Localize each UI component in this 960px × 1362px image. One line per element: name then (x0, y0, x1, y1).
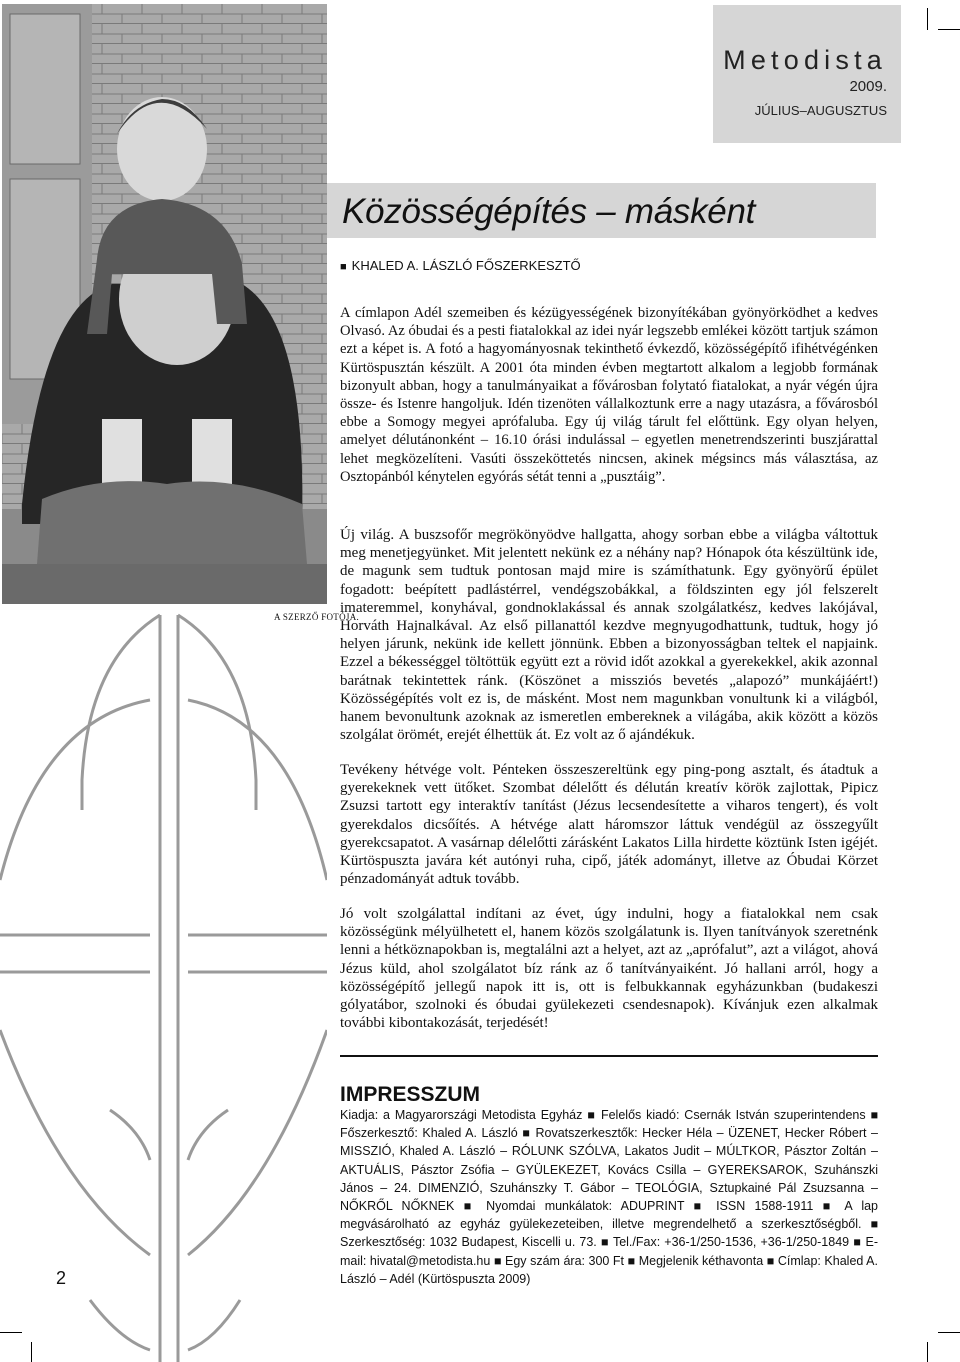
magazine-name: Metodista (723, 45, 887, 75)
masthead (713, 5, 901, 143)
section-divider (340, 1055, 878, 1057)
page-number: 2 (56, 1268, 67, 1288)
bullet-square-icon: ■ (340, 261, 347, 273)
paragraph-4: Jó volt szolgálattal indítani az évet, úgy indulni, hogy a fiatalokkal nem csak közösségünk mélyülhetett el, hanem közös szolgálatunk is. Ilyen tanítványok szeretnénk lenni a hétköznapokban is, megtalálni azt a helyet, azt az „aprófalut”, azt a világot, ahová Jézus küld, ahol szolgálatot bíz ránk az ő tanítványaiként. Jó hallani arról, hogy a közösségépítő jellegű napok itt is, ott is felbukkannak egyházunkban (budakeszi gólyatábor, szolnoki és óbudai gyülekezeti csendesnapok). Kívánjuk ezen alkalmak további kibontakozását, terjedését! (340, 906, 878, 1032)
issue-year: 2009. (849, 78, 887, 95)
crop-mark-bottom-right-v (927, 1342, 928, 1362)
paragraph-2: Új világ. A buszsofőr megrökönyödve hallgatta, ahogy sorban ebbe a világba váltottuk meg menetjegyünket. Mit jelentett nekünk ez a néhány nap? Hónapok óta készültünk ide, de magunk sem tudtuk pontosan majd mire is számíthatunk. Egy gyönyörű épület fogadott: beépített padlástérrel, vendégszobákkal, a földszinten egy jól felszerelt imateremmel, konyhával, gondnoklakással és annak szolgálatkész, kedves lakójával, Horváth Hajnalkával. Az első pillanattól kezdve megnyugodhattunk, tudtuk, hogy jó helyen járunk, nekünk ide kellett jönnünk. Ebben a bizonyosságban teltek el napjaink. Ezzel a békességgel töltöttük együtt ezt a rövid időt azokkal a gyerekekkel, akik azonnal barátnak tekintettek ránk. (Köszönet a missziós bevetés „alapozó” munkájáért!) Közösségépítés volt ez is, de másként. Most nem magunkban vonultunk ki a világból, hanem bevonultunk azoknak az ismeretlen embereknek a világába, akik között a közös szolgálat örömét, erejét élhettük át. Ez volt az ő ajándékuk. (340, 527, 878, 744)
article-title-box (327, 183, 876, 238)
crop-mark-top-right-h (938, 29, 960, 30)
paragraph-1: A címlapon Adél szemeiben és kézügyességének bizonyítékában gyönyörködhet a kedves Olvasó. Az óbudai és a pesti fiatalokkal az idei nyár legszebb emlékei között tartjuk számon ezt a képet is. A fotó a hagyományosnak tekinthető évkezdő, közösségépítő ifihétvégénken Kürtöspusztán készült. A 2001 óta minden évben megtartott alkalom a legjobb formának bizonyult abban, hogy a tanulmányaikat a fővárosban folytató fiatalokat, a nyár végén újra össze- és Istenre hangoljuk. Idén tizenöten vállalkoztunk erre a nagy utazásra, a fővárosból ebbe a Somogy megyei aprófaluba. Egy új világ tárult fel előttünk. Egy olyan helyen, amelyet délutánonként – 16.10 órási indulással – egyetlen menetrendszerinti buszjárattal lehet megközelíteni. Vasúti összeköttetés nincsen, akinek mégsincs más választása, az Osztopánból kénytelen egyórás sétát tenni a „pusztáig”. (340, 305, 878, 485)
issue-months: JÚLIUS–AUGUSZTUS (754, 103, 887, 118)
author-name: KHALED A. LÁSZLÓ FŐSZERKESZTŐ (351, 258, 581, 273)
impresszum-title: IMPRESSZUM (340, 1083, 481, 1106)
cover-photo (2, 4, 327, 604)
photo-credit: A SZERZŐ FOTÓJA. (274, 612, 360, 622)
article-title: Közösségépítés – másként (342, 192, 756, 231)
paragraph-3: Tevékeny hétvége volt. Pénteken összeszereltünk egy ping-pong asztalt, és átadtuk a gyerekeknek vett ütőket. Szombat délelőtt és délután kreatív körök zajlottak, Pipicz Zsuzsi tartott egy interaktív tanítást (Jézus lecsendesítette a viharos tengert), és volt gyerekdalos dicsőítés. A hétvége alatt háromszor láttuk vendégül az összegyűlt gyerekcsapatot. A vasárnap délelőtti zárásként Lakatos Lilla hirdette köztünk Isten igéjét. Kürtöspuszta javára két autónyi ruha, cipő, játék adományt, illetve az Óbudai Körzet pénzadományát adtuk tovább. (340, 762, 878, 888)
impresszum-text: Kiadja: a Magyarországi Metodista Egyház ■ Felelős kiadó: Csernák István szuperintendens ■ Főszerkesztő: Khaled A. László ■ Rovatszerkesztők: Hecker Héla – ÜZENET, Hecker Róbert – MISSZIÓ, Khaled A. László – RÓLUNK SZÓLVA, Lakatos Judit – MÚLTKOR, Pásztor Zoltán – AKTUÁLIS, Pásztor Zsófia – GYÜLEKEZET, Kovács Csilla – GYEREKSAROK, Szuhánszki János – 24. DIMENZIÓ, Szuhánszky T. Gábor – TEOLÓGIA, Sztupkainé Pál Zsuzsanna – NŐKRŐL NŐKNEK ■ Nyomdai munkálatok: ADUPRINT ■ ISSN 1588-1911 ■ A lap megvásárolható az egyház gyülekezeteiben, illetve megrendelhető a szerkesztőségből. ■ Szerkesztőség: 1032 Budapest, Kiscelli u. 73. ■ Tel./Fax: +36-1/250-1536, +36-1/250-1849 ■ E-mail: hivatal@metodista.hu ■ Egy szám ára: 300 Ft ■ Megjelenik kéthavonta ■ Címlap: Khaled A. László – Adél (Kürtöspuszta 2009) (340, 1108, 878, 1286)
article-author (340, 258, 581, 273)
crop-mark-top-right-v (927, 8, 928, 30)
crop-mark-bottom-right-h (938, 1332, 960, 1333)
